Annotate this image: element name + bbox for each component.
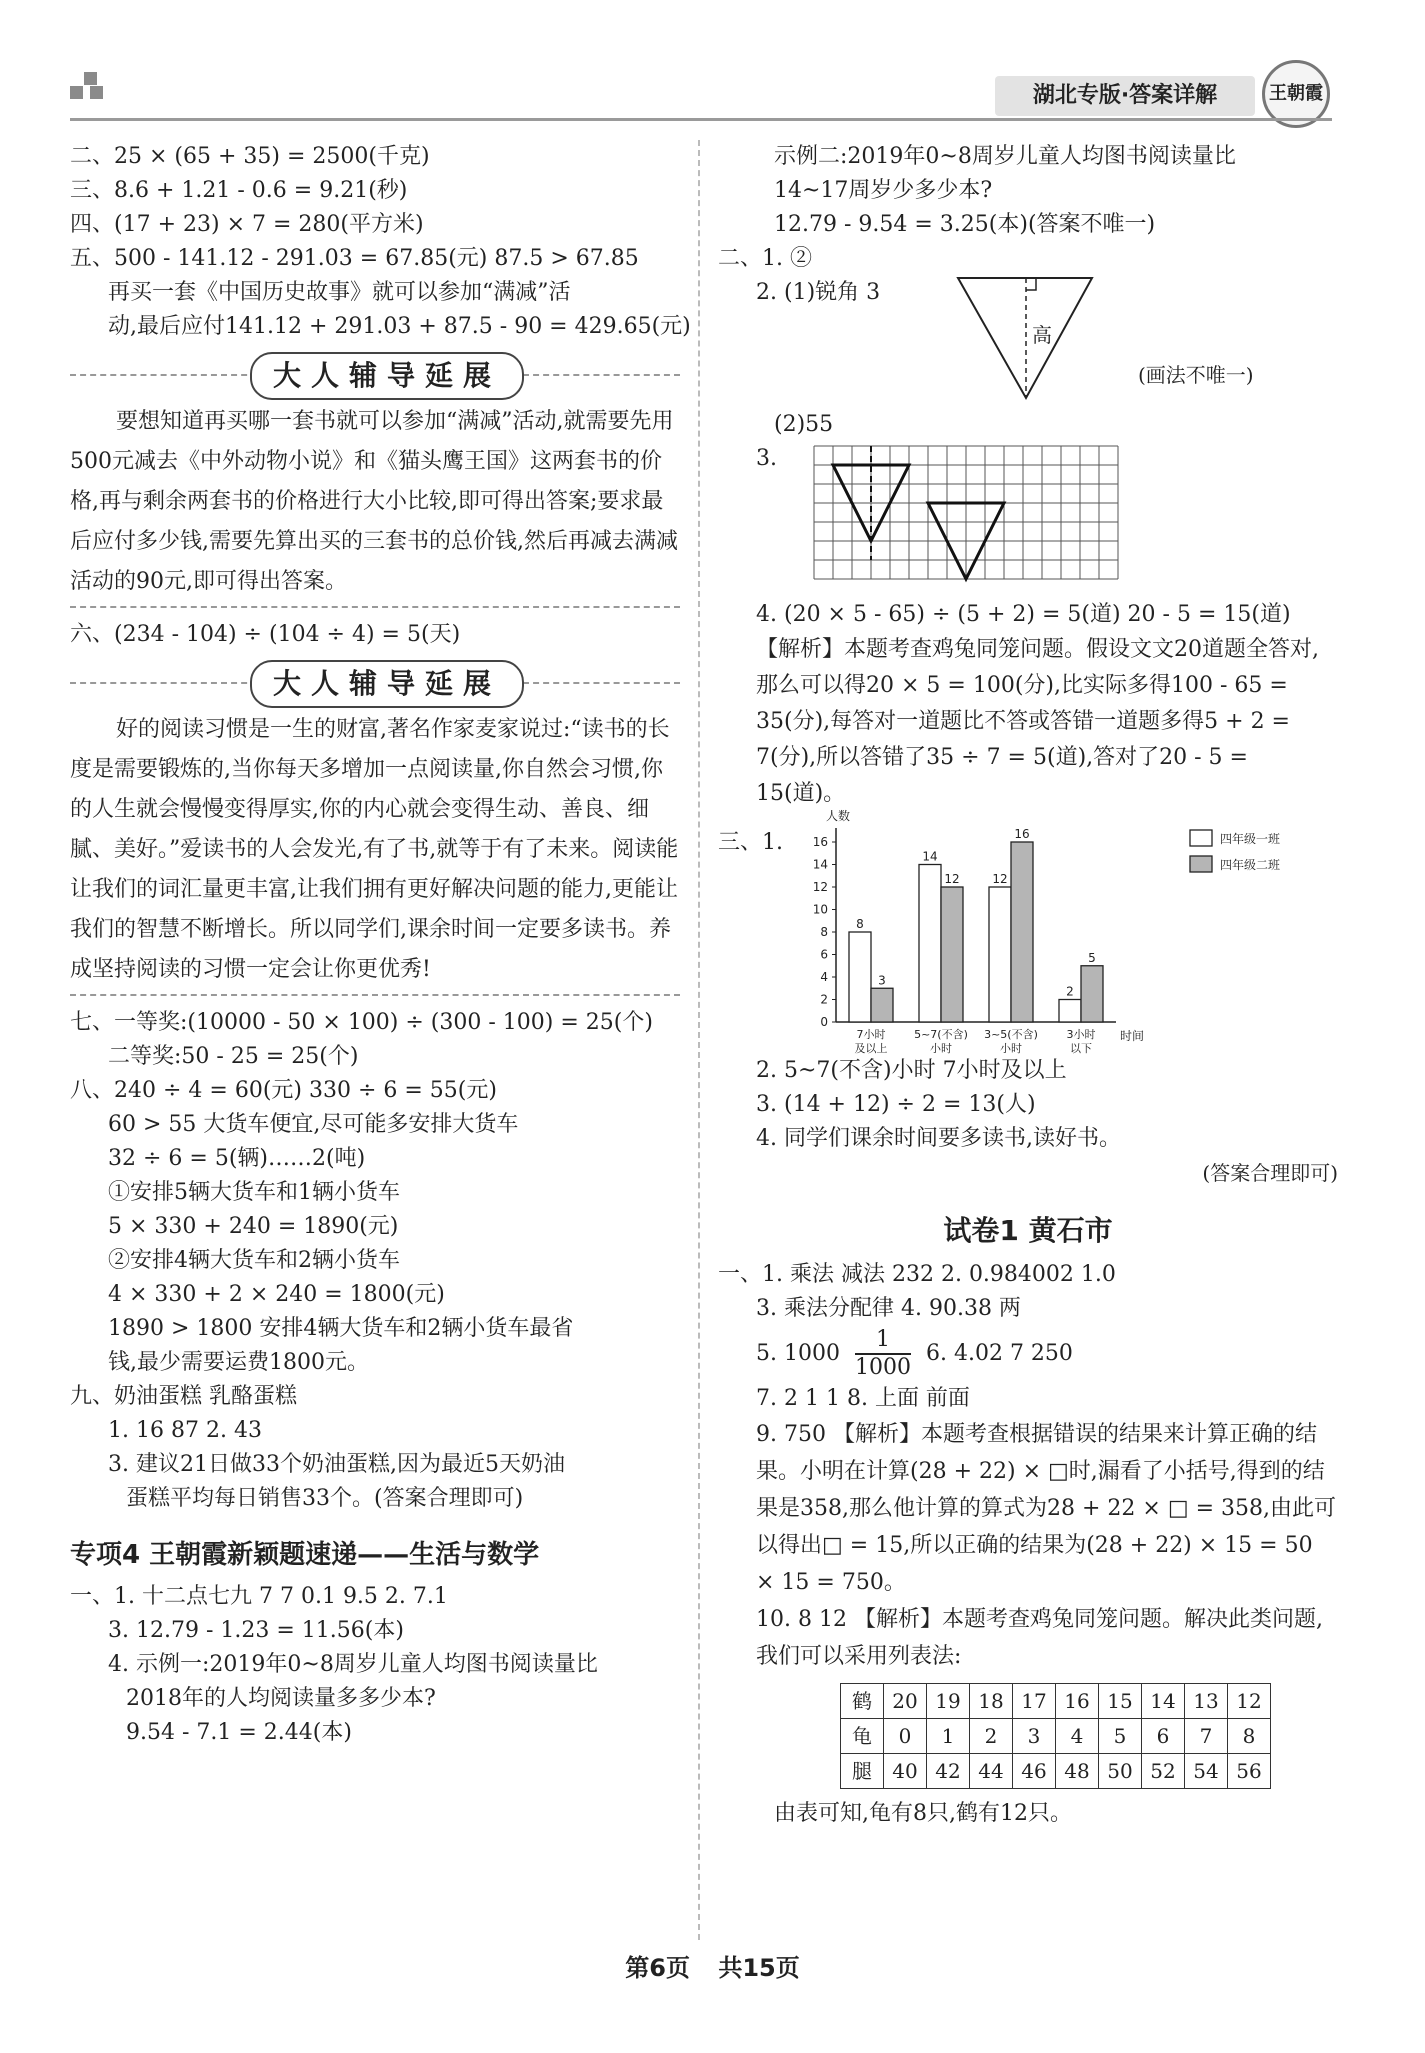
bar-value-label: 12: [944, 872, 960, 886]
answer-line: ②安排4辆大货车和2辆小货车: [108, 1248, 400, 1273]
y-tick-label: 0: [820, 1015, 828, 1029]
fraction: [855, 1327, 911, 1381]
header-banner: 湖北专版·答案详解: [995, 76, 1255, 116]
answer-line: 八、240 ÷ 4 = 60(元) 330 ÷ 6 = 55(元): [70, 1078, 497, 1103]
table-cell: 40: [884, 1754, 927, 1789]
bar: [871, 988, 893, 1022]
page-total: 共15页: [718, 1954, 800, 1982]
answer-line: 2. 5~7(不含)小时 7小时及以上: [756, 1058, 1067, 1083]
y-axis-label: 人数: [826, 809, 851, 823]
page-number: 第6页: [625, 1954, 690, 1982]
answer-line: 二、25 × (65 + 35) = 2500(千克): [70, 144, 430, 169]
table-cell: 44: [970, 1754, 1013, 1789]
y-tick-label: 2: [820, 992, 828, 1007]
bar-value-label: 5: [1088, 950, 1096, 965]
analysis-paragraph: 【解析】本题考查鸡兔同笼问题。假设文文20道题全答对,那么可以得20 × 5 = 100(分),比实际多得100 - 65 = 35(分),每答对一道题比不答或答错一道题多得5 + 2 = 7(分),所以答错了35 ÷ 7 = 5(道),答对了20 - 5 = 15(道)。: [756, 637, 1319, 806]
bar: [1081, 966, 1103, 1022]
y-tick-label: 8: [820, 925, 828, 939]
answer-line: 2. (1)锐角 3: [756, 280, 881, 305]
answer-line: 12.79 - 9.54 = 3.25(本)(答案不唯一): [774, 212, 1156, 237]
answer-line: 7. 2 1 1 8. 上面 前面: [756, 1386, 970, 1411]
table-row: [841, 1719, 1271, 1754]
table-cell: 14: [1142, 1684, 1185, 1719]
grid-answer: [718, 442, 1338, 598]
table-cell: 15: [1099, 1684, 1142, 1719]
answer-line: 示例二:2019年0~8周岁儿童人均图书阅读量比: [774, 144, 1236, 169]
bar: [1059, 1000, 1081, 1023]
table-cell: 3: [1013, 1719, 1056, 1754]
tip-heading: 大人辅导延展: [70, 352, 680, 398]
x-tick-label: 小时: [930, 1042, 952, 1055]
answer-line: 再买一套《中国历史故事》就可以参加“满减”活: [108, 280, 571, 305]
x-tick-label: 以下: [1070, 1042, 1092, 1055]
y-tick-label: 4: [820, 970, 828, 984]
table-cell: 54: [1185, 1754, 1228, 1789]
table-cell: 19: [927, 1684, 970, 1719]
legend-label: 四年级二班: [1220, 858, 1281, 872]
legend-label: 四年级一班: [1220, 832, 1281, 846]
answer-line: 3. (14 + 12) ÷ 2 = 13(人): [756, 1092, 1036, 1117]
answer-line: 九、奶油蛋糕 乳酪蛋糕: [70, 1384, 297, 1409]
fraction-denominator: 1000: [854, 1355, 911, 1380]
analysis-paragraph: 9. 750 【解析】本题考查根据错误的结果来计算正确的结果。小明在计算(28 + 22) × □时,漏看了小括号,得到的结果是358,那么他计算的算式为28 + 22 × □ = 358,由此可以得出□ = 15,所以正确的结果为(28 + 22) × 15 = 50 × 15 = 750。: [756, 1422, 1337, 1595]
page-footer: [0, 1948, 1425, 1983]
x-tick-label: 5~7(不含): [914, 1028, 968, 1041]
y-tick-label: 6: [820, 947, 828, 962]
answer-line: 4. 同学们课余时间要多读书,读好书。: [756, 1126, 1121, 1151]
bar-value-label: 3: [878, 973, 886, 988]
x-tick-label: 7小时: [856, 1028, 886, 1041]
answer-line: 一、1. 乘法 减法 232 2. 0.984002 1.0: [718, 1262, 1116, 1287]
answer-line: 4 × 330 + 2 × 240 = 1800(元): [108, 1282, 445, 1307]
table-cell: 5: [1099, 1719, 1142, 1754]
bar: [919, 865, 941, 1023]
table-cell: 7: [1185, 1719, 1228, 1754]
x-axis-label: 时间: [1120, 1029, 1145, 1043]
answer-line: 3. 12.79 - 1.23 = 11.56(本): [108, 1618, 404, 1643]
answer-line: 蛋糕平均每日销售33个。(答案合理即可): [126, 1486, 524, 1511]
table-cell: 46: [1013, 1754, 1056, 1789]
table-cell: 48: [1056, 1754, 1099, 1789]
tip-heading: 大人辅导延展: [70, 660, 680, 706]
table-cell: 56: [1228, 1754, 1271, 1789]
legend-swatch: [1190, 830, 1212, 846]
answer-line: 1890 > 1800 安排4辆大货车和2辆小货车最省: [108, 1316, 574, 1341]
answer-line: 9.54 - 7.1 = 2.44(本): [126, 1720, 352, 1745]
bar: [989, 887, 1011, 1022]
answer-line: 一、1. 十二点七九 7 7 0.1 9.5 2. 7.1: [70, 1584, 448, 1609]
answer-line: 4. (20 × 5 - 65) ÷ (5 + 2) = 5(道) 20 - 5 = 15(道): [756, 602, 1291, 627]
bar-value-label: 2: [1066, 984, 1074, 999]
answer-line: 五、500 - 141.12 - 291.03 = 67.85(元) 87.5 > 67.85: [70, 246, 639, 271]
tip-paragraph: 好的阅读习惯是一生的财富,著名作家麦家说过:“读书的长度是需要锻炼的,当你每天多增加一点阅读量,你自然会习惯,你的人生就会慢慢变得厚实,你的内心就会变得生动、善良、细腻、美好。”爱读书的人会发光,有了书,就等于有了未来。阅读能让我们的词汇量更丰富,让我们拥有更好解决问题的能力,更能让我们的智慧不断增长。所以同学们,课余时间一定要多读书。养成坚持阅读的习惯一定会让你更优秀!: [70, 710, 680, 996]
table-row: [841, 1684, 1271, 1719]
answer-line: 5 × 330 + 240 = 1890(元): [108, 1214, 399, 1239]
table-cell: 16: [1056, 1684, 1099, 1719]
answer-line: 动,最后应付141.12 + 291.03 + 87.5 - 90 = 429.65(元): [108, 314, 691, 339]
answer-line: 由表可知,龟有8只,鹤有12只。: [774, 1801, 1072, 1826]
crane-turtle-table: [840, 1683, 1271, 1789]
answer-line: 二等奖:50 - 25 = 25(个): [108, 1044, 359, 1069]
height-label: 高: [1032, 323, 1052, 347]
answer-text: 5. 1000: [756, 1341, 840, 1366]
table-cell: 42: [927, 1754, 970, 1789]
y-tick-label: 14: [812, 857, 828, 872]
bar: [849, 932, 871, 1022]
table-row: [841, 1754, 1271, 1789]
bar-value-label: 14: [922, 849, 938, 864]
table-cell: 20: [884, 1684, 927, 1719]
bar-value-label: 8: [856, 917, 864, 931]
answer-line: 14~17周岁少多少本?: [774, 178, 993, 203]
note: (答案合理即可): [1202, 1161, 1338, 1185]
answer-line: 3.: [756, 446, 777, 471]
left-column: [70, 140, 691, 1750]
x-tick-label: 3~5(不含): [984, 1028, 1038, 1041]
bar: [941, 887, 963, 1022]
bar-chart: [790, 809, 1330, 1055]
answer-line: 二、1. ②: [718, 246, 812, 271]
bar-value-label: 16: [1014, 827, 1030, 841]
answer-line: 3. 建议21日做33个奶油蛋糕,因为最近5天奶油: [108, 1452, 565, 1477]
table-cell: 4: [1056, 1719, 1099, 1754]
answer-line: 1. 16 87 2. 43: [108, 1418, 262, 1443]
answer-line: 3. 乘法分配律 4. 90.38 两: [756, 1296, 1021, 1321]
answer-line: 2018年的人均阅读量多多少本?: [126, 1686, 436, 1711]
right-column: [718, 140, 1338, 1831]
table-cell: 17: [1013, 1684, 1056, 1719]
column-divider: [698, 140, 700, 1940]
table-row-header: 腿: [841, 1754, 884, 1789]
answer-line: 32 ÷ 6 = 5(辆)……2(吨): [108, 1146, 366, 1171]
table-cell: 18: [970, 1684, 1013, 1719]
table-cell: 0: [884, 1719, 927, 1754]
x-tick-label: 小时: [1000, 1042, 1022, 1055]
bar-chart-answer: [718, 809, 1338, 1055]
table-cell: 6: [1142, 1719, 1185, 1754]
legend-swatch: [1190, 856, 1212, 872]
brand-logo: 王朝霞: [1262, 60, 1330, 128]
table-cell: 1: [927, 1719, 970, 1754]
table-cell: 52: [1142, 1754, 1185, 1789]
answer-line: 三、8.6 + 1.21 - 0.6 = 9.21(秒): [70, 178, 408, 203]
y-tick-label: 16: [812, 835, 828, 849]
answer-line: 四、(17 + 23) × 7 = 280(平方米): [70, 212, 424, 237]
table-cell: 8: [1228, 1719, 1271, 1754]
x-tick-label: 3小时: [1066, 1028, 1096, 1041]
answer-line: ①安排5辆大货车和1辆小货车: [108, 1180, 400, 1205]
note: (画法不唯一): [1138, 363, 1254, 387]
answer-line: 三、1.: [718, 830, 783, 855]
answer-text: 6. 4.02 7 250: [925, 1341, 1073, 1366]
x-tick-label: 及以上: [854, 1042, 888, 1055]
answer-line: 60 > 55 大货车便宜,尽可能多安排大货车: [108, 1112, 519, 1137]
answer-line: 钱,最少需要运费1800元。: [108, 1350, 369, 1375]
bar-value-label: 12: [992, 872, 1008, 886]
paper-title: 试卷1 黄石市: [943, 1214, 1113, 1247]
y-tick-label: 12: [812, 880, 828, 894]
fraction-numerator: 1: [855, 1327, 911, 1355]
answer-line: 4. 示例一:2019年0~8周岁儿童人均图书阅读量比: [108, 1652, 598, 1677]
table-row-header: 鹤: [841, 1684, 884, 1719]
table-cell: 12: [1228, 1684, 1271, 1719]
answer-line: [718, 1326, 1338, 1382]
bar: [1011, 842, 1033, 1022]
triangle-answer: [718, 276, 1338, 408]
header-rule: [70, 118, 1332, 121]
triangle-figure: [956, 276, 1096, 402]
answer-line: 七、一等奖:(10000 - 50 × 100) ÷ (300 - 100) = 25(个): [70, 1010, 653, 1035]
table-row-header: 龟: [841, 1719, 884, 1754]
table-cell: 13: [1185, 1684, 1228, 1719]
analysis-paragraph: 10. 8 12 【解析】本题考查鸡兔同笼问题。解决此类问题,我们可以采用列表法:: [756, 1607, 1323, 1669]
answer-line: (2)55: [774, 412, 834, 437]
tip-paragraph: 要想知道再买哪一套书就可以参加“满减”活动,就需要先用500元减去《中外动物小说》和《猫头鹰王国》这两套书的价格,再与剩余两套书的价格进行大小比较,即可得出答案;要求最后应付多少钱,需要先算出买的三套书的总价钱,然后再减去满减活动的90元,即可得出答案。: [70, 402, 680, 608]
grid-figure: [810, 442, 1120, 592]
table-cell: 2: [970, 1719, 1013, 1754]
table-cell: 50: [1099, 1754, 1142, 1789]
y-tick-label: 10: [812, 902, 828, 917]
answer-line: 六、(234 - 104) ÷ (104 ÷ 4) = 5(天): [70, 622, 461, 647]
section-title: 专项4 王朝霞新颖题速递——生活与数学: [70, 1540, 540, 1570]
